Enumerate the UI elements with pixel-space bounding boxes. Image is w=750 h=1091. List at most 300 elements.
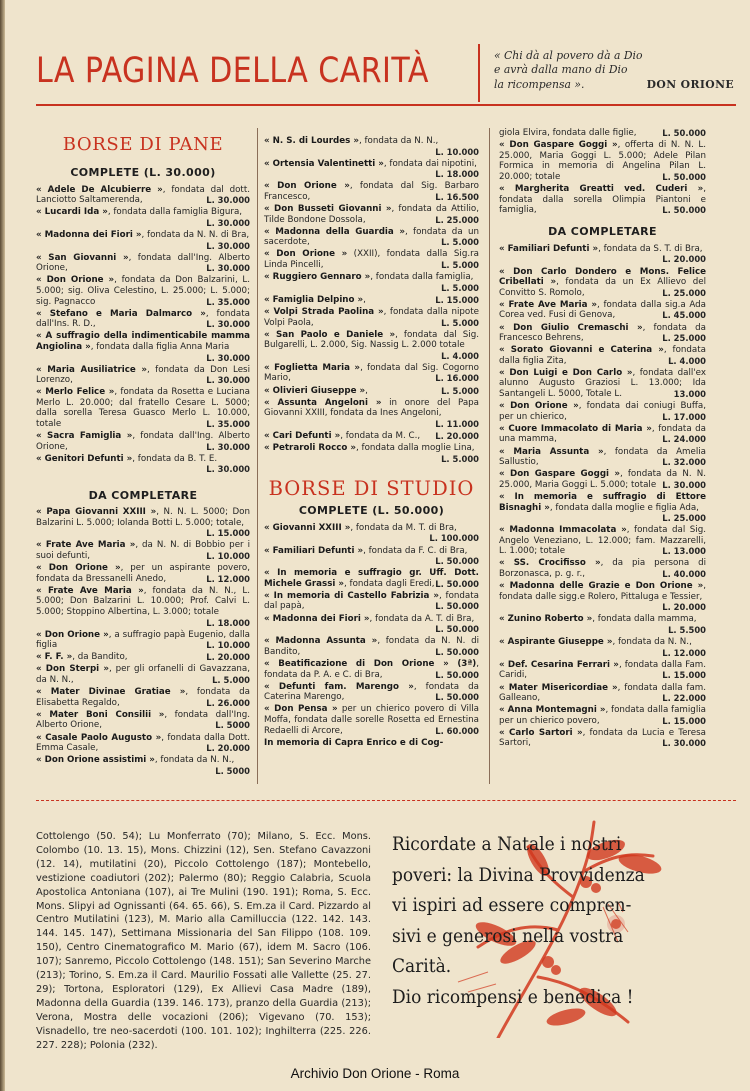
entry-text: , fondata dall'ex alunno Augusto Graziosi L. 13.000; Ida Santangeli L. 5000, Totale L. — [499, 367, 706, 400]
donation-entry — [264, 159, 479, 180]
donation-entry — [499, 728, 706, 749]
entry-amount: L. 30.000 — [206, 352, 250, 363]
entry-name: « Don Luigi e Don Carlo » — [499, 367, 633, 378]
donation-entry — [499, 614, 706, 635]
entry-amount: L. 5.000 — [441, 385, 479, 396]
entry-name: « Don Giulio Cremaschi » — [499, 322, 643, 333]
entry-name: « Mater Boni Consilii » — [36, 709, 165, 720]
entry-amount: L. 25.000 — [662, 513, 706, 524]
quote-line-1: « Chi dà al povero dà a Dio — [494, 49, 643, 62]
page-binding-edge — [0, 0, 5, 1091]
entry-text: , fondata da Rosetta e Luciana Merlo L. 20.000; dal fratello Cesare L. 5000; dalla sorella Teresa Guasco Merlo L. 10.000, totale — [36, 387, 250, 430]
donation-entry — [36, 630, 250, 651]
donation-entry — [36, 563, 250, 584]
entry-amount: L. 50.000 — [435, 601, 479, 612]
entry-text: per un chierico povero di Villa Moffa, fondata dalle sorelle Rosetta ed Ernestina Redaelli di Arcore, — [264, 704, 480, 736]
entry-text: , fondata da N. N., L. 5.000; Don Balzarini L. 10.000; Prof. Calvi L. 5.000; Stoppino Albertina, L. 3.000; totale — [36, 585, 250, 617]
entry-text: , fondata dal Sig. Bulgarelli, L. 2.000, Sig. Nassig L. 2.000 totale — [264, 329, 480, 351]
entry-name: « Don Orione » — [264, 249, 348, 260]
donation-entry — [499, 581, 706, 613]
entry-text: , fondata da N. N., — [612, 637, 692, 648]
entry-name: « Don Orione » — [499, 401, 579, 412]
donation-entry — [499, 705, 706, 726]
entry-amount: L. 26.000 — [206, 697, 250, 708]
entry-amount: L. 45.000 — [662, 310, 706, 321]
entry-amount: L. 18.000 — [206, 617, 250, 628]
entry-amount: L. 15.000 — [662, 670, 706, 681]
entry-name: « Genitori Defunti » — [36, 453, 133, 464]
entry-amount: L. 20.000 — [206, 652, 250, 663]
entry-text: in onore del Papa Giovanni XXIII, fondata da Ines Angeloni, — [264, 397, 479, 419]
donation-entry — [36, 185, 250, 206]
column-1 — [36, 128, 250, 778]
entry-amount: L. 10.000 — [206, 551, 250, 561]
entry-amount: L. 16.500 — [435, 191, 479, 202]
studio-entries-list — [264, 523, 479, 748]
donation-entry — [264, 546, 479, 567]
entry-amount: L. 13.000 — [662, 546, 706, 557]
donation-entry — [264, 636, 479, 657]
donation-entry — [499, 401, 706, 422]
archive-footer: Archivio Don Orione - Roma — [290, 1066, 460, 1081]
entry-text: , fondata dalla moglie Lina, — [356, 443, 475, 454]
appeal-line-3: vi ispiri ad essere compren- — [392, 895, 632, 916]
donation-entry — [264, 591, 479, 612]
entry-text: , fondata da Lucia e Teresa Sartori, — [499, 727, 707, 749]
entry-name: « Madonna Assunta » — [264, 636, 378, 647]
entry-name: « Anna Montemagni » — [499, 705, 606, 716]
entry-amount: L. 12.000 — [206, 573, 250, 584]
entry-name: « Mater Misericordiae » — [499, 682, 618, 693]
entry-text: , fondata da A. T. di Bra, — [369, 613, 475, 624]
entry-name: « Mater Divinae Gratiae » — [36, 687, 186, 698]
entry-text: giola Elvira, fondata dalle figlie, — [499, 128, 637, 138]
entry-text: , N. N. L. 5000; Don Balzarini L. 5.000; Iolanda Botti L. 5.000; totale, — [36, 507, 250, 528]
entry-name: « Zunino Roberto » — [499, 614, 593, 625]
donation-entry — [499, 683, 706, 704]
entry-name: « San Giovanni » — [36, 252, 129, 263]
entry-text: , fondata da Amelia Sallustio, — [499, 446, 706, 468]
donation-entry — [36, 710, 250, 731]
donation-entry — [499, 637, 706, 658]
entry-name: « Lucardi Ida » — [36, 207, 108, 218]
entry-amount: L. 30.000 — [206, 375, 250, 386]
bottom-rule — [36, 800, 736, 803]
pane-entries-list — [264, 136, 479, 464]
entry-name: « Don Orione » — [36, 629, 109, 640]
entry-amount: L. 32.000 — [662, 457, 706, 468]
donation-entry — [264, 295, 479, 306]
entry-text: , offerta di N. N. L. 25.000, Maria Goggi L. 5.000; Adele Pilan Formica in memoria di Angelina Pilan L. 20.000; totale — [499, 140, 706, 182]
entry-amount: L. 5.000 — [441, 317, 479, 328]
appeal-line-5: Carità. — [392, 956, 452, 977]
entry-name: « Don Carlo Dondero e Mons. Felice Cribellati » — [499, 266, 706, 288]
entry-text: , fondata da una mamma, — [499, 423, 706, 445]
entry-name: « Frate Ave Maria » — [36, 585, 144, 596]
entry-amount: L. 5.500 — [668, 625, 706, 636]
entry-text: , fondata dalla sig.a Ada Corea ved. Fusi di Genova, — [499, 299, 706, 321]
donation-entry — [264, 272, 479, 293]
todo-entries-list — [36, 507, 250, 776]
entry-name: « Madonna dei Fiori » — [264, 613, 370, 624]
donation-entry — [36, 540, 250, 561]
donation-entry — [264, 431, 479, 442]
donation-entry — [264, 204, 479, 225]
donation-entry — [36, 230, 250, 251]
donation-entry — [499, 140, 706, 182]
entry-text: , fondata dalla famiglia, — [370, 272, 474, 283]
entry-amount: L. 30.000 — [662, 738, 706, 749]
donation-entry — [499, 244, 706, 265]
appeal-line-4: sivi e generosi nella vostra — [392, 925, 624, 947]
entry-name: « Madonna della Guardia » — [264, 226, 405, 237]
entry-amount: L. 100.000 — [429, 533, 479, 544]
entry-text: , fondata dai nipotini, — [383, 158, 477, 169]
entry-text: , a suffragio papà Eugenio, dalla figlia — [36, 629, 250, 651]
christmas-appeal-box — [378, 812, 736, 1038]
entry-name: « Familiari Defunti » — [264, 545, 364, 556]
entry-text: , fondata dall'Ing. Alberto Orione, — [36, 252, 250, 274]
entry-name: « Frate Ave Maria » — [36, 540, 136, 551]
donation-entry — [36, 586, 250, 628]
entry-amount: L. 20.000 — [662, 602, 706, 613]
entry-text: , fondata dal dott. Lanciotto Saltamerenda, — [36, 184, 250, 206]
quote-author: DON ORIONE — [646, 77, 734, 91]
donation-entry — [264, 738, 479, 749]
donation-entry — [36, 331, 250, 363]
donation-entry — [36, 387, 250, 429]
entry-name: « Petraroli Rocco » — [264, 443, 356, 454]
appeal-line-1: Ricordate a Natale i nostri — [392, 834, 622, 855]
donation-entry — [36, 652, 250, 663]
entry-name: « Carlo Sartori » — [499, 727, 583, 738]
entry-text: , — [365, 385, 368, 396]
donation-entry — [36, 755, 250, 776]
entry-text: , fondata da Don Lesi Lorenzo, — [36, 364, 250, 386]
entry-text: , fondata dagli Eredi, — [343, 578, 435, 589]
donation-entry — [36, 431, 250, 452]
studio-todo-entries-list — [499, 244, 706, 749]
donation-entry — [499, 345, 706, 366]
entry-name: « Cari Defunti » — [264, 430, 341, 441]
entry-name: « Cuore Immacolato di Maria » — [499, 423, 652, 434]
entry-amount: L. 30.000 — [206, 441, 250, 452]
entry-name: « Adele De Alcubierre » — [36, 184, 163, 195]
entry-amount: L. 4.000 — [668, 355, 706, 366]
entry-name: « Ortensia Valentinetti » — [264, 158, 384, 169]
entry-name: « Def. Cesarina Ferrari » — [499, 659, 619, 670]
entry-amount: L. 30.000 — [206, 464, 250, 475]
donation-entry — [499, 267, 706, 299]
donation-entry — [264, 568, 479, 589]
entry-text: , fondata dalla figlia Anna Maria — [90, 341, 230, 352]
entry-name: « Sacra Famiglia » — [36, 431, 133, 442]
donation-entry — [264, 704, 479, 736]
donation-entry — [264, 523, 479, 544]
entry-amount: L. 30.000 — [206, 263, 250, 274]
entry-amount: L. 5000 — [215, 765, 250, 776]
entry-text: , fondata dalla Fam. Caridi, — [499, 659, 707, 681]
entry-name: « F. F. » — [36, 652, 73, 663]
entry-amount: L. 50.000 — [435, 646, 479, 657]
entry-name: In memoria di Capra Enrico e di Cog- — [264, 737, 444, 748]
entry-amount: L. 25.000 — [662, 333, 706, 344]
header-rule — [36, 104, 736, 106]
entry-text: , fondata da N. N. di Bandito, — [264, 636, 479, 657]
header-divider — [478, 44, 480, 102]
entry-text: , da pia persona di Borzonasca, p. g. r., — [499, 558, 706, 580]
entry-name: « Papa Giovanni XXIII » — [36, 507, 157, 518]
entry-amount: L. 10.000 — [206, 640, 250, 651]
appeal-line-6: Dio ricompensi e benedica ! — [392, 986, 634, 1008]
donation-entry — [264, 330, 479, 362]
entry-text: , fondata dalla famiglia per un chierico povero, — [499, 705, 706, 726]
entry-text: , fondata dai coniugi Buffa, per un chierico, — [499, 401, 706, 422]
donation-entry — [36, 664, 250, 685]
entry-amount: L. 50.000 — [662, 128, 706, 138]
entry-text: , fondata da Francesco Behrens, — [499, 322, 706, 344]
entry-text: , fondata dall'Ins. R. D., — [36, 308, 250, 330]
donation-entry — [36, 275, 250, 307]
donation-entry — [264, 443, 479, 464]
entry-text: , — [363, 294, 366, 305]
entry-amount: L. 20.000 — [206, 743, 250, 754]
entry-name: « Don Pensa » — [264, 704, 338, 715]
entry-amount: L. 50.000 — [435, 624, 479, 635]
header-quote — [494, 49, 734, 92]
entry-text: , fondata dalle sigg.e Rolero, Pittaluga e Tessier, — [499, 581, 706, 602]
donation-entry — [499, 184, 706, 216]
entry-text: , fondata dalla fam. Galleano, — [499, 682, 706, 704]
entry-name: « Famiglia Delpino » — [264, 294, 364, 305]
entry-name: « Maria Assunta » — [499, 446, 604, 457]
entry-text: , fondata da N. N. di Bra, — [141, 229, 250, 240]
page-title: LA PAGINA DELLA CARITÀ — [36, 51, 429, 91]
complete-entries-list — [36, 185, 250, 475]
donation-entry — [499, 300, 706, 321]
entry-name: « Ruggiero Gennaro » — [264, 272, 371, 283]
entry-name: « Frate Ave Maria » — [499, 299, 598, 310]
entry-text: , per gli orfanelli di Gavazzana, da N. N., — [36, 664, 251, 686]
entry-name: « Familiari Defunti » — [499, 243, 599, 254]
entry-text: , fondata da P. A. e C. di Bra, — [264, 658, 479, 680]
entry-amount: L. 11.000 — [435, 418, 479, 429]
entry-name: « Maria Ausiliatrice » — [36, 364, 148, 375]
entry-text: , fondata dal papà, — [264, 590, 479, 612]
entry-text: , fondata da N. N., — [358, 136, 439, 146]
entry-amount: L. 5.000 — [441, 282, 479, 293]
section-subheading-studio-da-completare: DA COMPLETARE — [548, 225, 657, 239]
entry-name: « Stefano e Maria Dalmarco » — [36, 308, 206, 319]
donation-entry — [264, 227, 479, 248]
section-subheading-studio-complete: COMPLETE (L. 50.000) — [298, 504, 445, 518]
entry-name: « Don Sterpi » — [36, 664, 109, 675]
entry-amount: L. 5000 — [215, 720, 250, 731]
donation-entry — [499, 525, 706, 557]
entry-amount: L. 5.000 — [441, 260, 479, 271]
studio-entries-continued — [499, 128, 706, 216]
entry-name: « Sorato Giovanni e Caterina » — [499, 345, 664, 356]
entry-text: , fondata da Caterina Marengo, — [264, 681, 479, 703]
donation-entry — [264, 398, 479, 430]
donation-entry — [499, 469, 706, 490]
entry-name: « Don Orione » — [264, 181, 350, 192]
entry-amount: L. 5.000 — [441, 237, 479, 248]
donation-entry — [499, 368, 706, 400]
entry-name: « A suffragio della indimenticabile mamma Angiolina » — [36, 331, 250, 352]
entry-text: , fondata dall'Ing. Alberto Orione, — [36, 431, 250, 452]
entry-text: , da N. N. di Bobbio per i suoi defunti, — [36, 540, 250, 561]
entry-name: « N. S. di Lourdes » — [264, 136, 359, 146]
donation-entry — [36, 207, 250, 228]
entry-text: , fondata dalla mamma, — [592, 614, 697, 625]
donation-entry — [36, 507, 250, 539]
donation-entry — [264, 363, 479, 384]
donation-entry — [499, 492, 706, 524]
entry-text: , fondata da M. T. di Bra, — [350, 522, 457, 533]
entry-amount: L. 5.000 — [441, 453, 479, 464]
column-divider — [489, 128, 490, 784]
donation-entry — [264, 386, 479, 397]
entry-text: , fondata da un sacerdote, — [264, 226, 479, 248]
entry-amount: L. 25.000 — [435, 214, 479, 225]
entry-amount: L. 15.000 — [206, 528, 250, 539]
entry-amount: L. 22.000 — [662, 693, 706, 704]
entry-amount: L. 16.000 — [435, 373, 479, 384]
entry-amount: L. 50.000 — [435, 578, 479, 589]
entry-text: , fondata da M. C., — [340, 430, 421, 441]
donation-entry — [36, 365, 250, 386]
entry-text: , fondata dal Sig. Cogorno Mario, — [264, 362, 480, 384]
entry-amount: L. 12.000 — [662, 647, 706, 658]
entry-name: « Defunti fam. Marengo » — [264, 681, 414, 692]
entry-text: , fondata dalla Dott. Emma Casale, — [36, 732, 251, 754]
entry-amount: L. 35.000 — [206, 419, 250, 430]
quote-line-2: e avrà dalla mano di Dio — [494, 63, 628, 77]
entry-name: « Don Gaspare Goggi » — [499, 469, 620, 480]
entry-text: , fondata dal Sig. Angelo Veneziano, L. 12.000; fam. Mazzarelli, L. 1.000; totale — [499, 525, 706, 557]
donation-entry — [499, 424, 706, 445]
appeal-line-2: poveri: la Divina Provvidenza — [392, 864, 645, 886]
donation-entry — [499, 447, 706, 468]
entry-amount: L. 60.000 — [435, 725, 479, 736]
entry-text: , fondata da un Ex Allievo del Convitto S. Romolo, — [499, 277, 706, 298]
entry-amount: 13.000 — [673, 389, 706, 400]
entry-amount: L. 50.000 — [662, 171, 706, 182]
entry-name: « San Paolo e Daniele » — [264, 329, 396, 340]
entry-name: « Don Orione assistimi » — [36, 755, 155, 766]
donation-entry — [36, 253, 250, 274]
column-3 — [499, 128, 706, 751]
entry-text: , fondata dalla moglie e figlia Ada, — [549, 502, 699, 513]
section-subheading-da-completare: DA COMPLETARE — [88, 488, 198, 502]
quote-line-3 — [494, 78, 734, 92]
entry-amount: L. 24.000 — [662, 434, 706, 445]
entry-amount: L. 15.000 — [435, 294, 479, 305]
christmas-appeal-text — [392, 830, 696, 1013]
donation-entry — [264, 249, 479, 270]
entry-amount: L. 4.000 — [441, 350, 479, 361]
entry-amount: L. 35.000 — [206, 296, 250, 307]
entry-amount: L. 50.000 — [435, 692, 479, 703]
entry-text: , fondata dalla nipote Volpi Paola, — [264, 306, 479, 328]
entry-name: « Madonna delle Grazie e Don Orione » — [499, 581, 704, 592]
entry-name: « Merlo Felice » — [36, 387, 115, 398]
entry-text: , fondata dal Sig. Barbaro Francesco, — [264, 181, 479, 202]
entry-name: « Don Orione » — [36, 563, 121, 574]
entry-text: , fondata dalla sorella Olimpia Piantoni e famiglia, — [499, 183, 706, 216]
entry-text: , fondata da B. T. E. — [132, 453, 218, 464]
entry-text: , fondata da N. N. 25.000, Maria Goggi L. 5.000; totale — [499, 469, 706, 490]
entry-name: « Beatificazione di Don Orione » (3ª) — [264, 658, 477, 669]
entry-amount: L. 30.000 — [206, 217, 250, 228]
donation-entry — [36, 309, 250, 330]
entry-amount: L. 18.000 — [435, 169, 479, 180]
entry-amount: L. 17.000 — [662, 411, 706, 422]
entry-name: « Madonna Immacolata » — [499, 525, 627, 536]
entry-text: , fondata dalla famiglia Bigura, — [107, 207, 243, 218]
entry-amount: L. 30.000 — [206, 240, 250, 251]
entry-amount: L. 20.000 — [435, 430, 479, 441]
entry-name: « In memoria di Castello Fabrizia » — [264, 590, 440, 601]
entry-name: « In memoria e suffragio di Ettore Bisnaghi » — [499, 491, 706, 513]
donation-entry — [36, 733, 250, 754]
quote-line-3-text: la ricompensa ». — [494, 77, 585, 91]
donation-entry — [264, 307, 479, 328]
donation-entry — [499, 128, 706, 139]
entry-name: « In memoria e suffragio gr. Uff. Dott. Michele Grassi » — [264, 568, 479, 589]
entry-text: , da Bandito, — [72, 652, 128, 663]
entry-amount: L. 15.000 — [662, 715, 706, 726]
section-heading-borse-di-pane: BORSE DI PANE — [62, 134, 224, 155]
entry-amount: L. 30.000 — [206, 195, 250, 206]
entry-name: « Margherita Greatti ved. Cuderi » — [499, 183, 704, 194]
donation-entry — [264, 181, 479, 202]
entry-name: « Aspirante Giuseppe » — [499, 637, 613, 648]
section-subheading-complete: COMPLETE (L. 30.000) — [70, 166, 216, 179]
entry-text: , fondata da Don Balzarini, L. 5.000; sig. Oliva Celestino, L. 25.000; L. 5.000; sig. Pagnacco — [36, 275, 250, 307]
donation-entry — [499, 323, 706, 344]
entry-text: , fondata da Attilio, Tilde Bondone Dossola, — [264, 204, 479, 225]
entry-text: , fondata da F. C. di Bra, — [363, 545, 468, 556]
entry-text: , fondata da S. T. di Bra, — [598, 243, 703, 254]
entry-text: , fondata dall'Ing. Alberto Orione, — [36, 709, 250, 731]
entry-amount: L. 20.000 — [662, 254, 706, 265]
entry-name: « Giovanni XXIII » — [264, 522, 351, 533]
entry-name: « Olivieri Giuseppe » — [264, 385, 366, 396]
entry-amount: L. 50.000 — [662, 205, 706, 216]
entry-amount: L. 50.000 — [435, 556, 479, 567]
column-divider — [257, 128, 258, 784]
column-2 — [264, 136, 479, 750]
section-heading-borse-di-studio: BORSE DI STUDIO — [268, 477, 475, 501]
entry-name: « Assunta Angeloni » — [264, 397, 382, 408]
entry-name: « Don Busseti Giovanni » — [264, 204, 392, 215]
donation-entry — [264, 682, 479, 703]
donation-entry — [36, 687, 250, 708]
entry-name: « Casale Paolo Augusto » — [36, 732, 162, 743]
donation-entry — [264, 659, 479, 680]
entry-text: , fondata dalla figlia Zita, — [499, 345, 706, 366]
entry-amount: L. 30.000 — [662, 479, 706, 490]
entry-text: (XXII), fondata dalla Sig.ra Linda Pincelli, — [264, 249, 479, 271]
entry-name: « Volpi Strada Paolina » — [264, 306, 384, 317]
entry-text: , per un aspirante povero, fondata da Bressanelli Anedo, — [36, 563, 250, 584]
entry-amount: L. 5.000 — [212, 675, 250, 686]
entry-name: « Madonna dei Fiori » — [36, 229, 142, 240]
entry-name: « SS. Crocifisso » — [499, 558, 601, 569]
visits-notes-paragraph: Cottolengo (50. 54); Lu Monferrato (70); Milano, S. Ecc. Mons. Colombo (10. 13. 15), Mons. Chizzini (12), Sen. Stefano Cavazzoni (12. 14), mutilatini (20), Piccolo Cottolengo (187); Montebello, vestizione coadiutori (202); Palermo (80); Reggio Calabria, Scuola Apostolica Antoniana (107), ai Tre Mulini (190. 191); Roma, S. Ecc. Mons. Slipyi ad Ognissanti (64. 65. 66), S. Em.za il Card. Pizzardo al Centro Mutilatini (123), M. Mario alla Camilluccia (122. 142. 143. 144. 145. 147), Settimana Missionaria del San Filippo (108. 109. 150), Centro Cinematografico M. Mario (67), idem M. Sacro (106. 107); Sanremo, Piccolo Cottolengo (148. 151); San Severino Marche (213); Torino, S. Em.za il Card. Maurilio Fossati alle Vallette (25. 27. 29); Tortona, Esploratori (129), Ex Allievi Casa Madre (189), Madonna della Guardia (139. 146. 173), pranzo della Guardia (213); Verona, Mostra delle vocazioni (206); Vigevano (70. 153); Visnadello, tre neo-sacerdoti (100. 101. 102); Inghilterra (225. 226. 227. 228); Polonia (232). — [36, 831, 371, 1051]
